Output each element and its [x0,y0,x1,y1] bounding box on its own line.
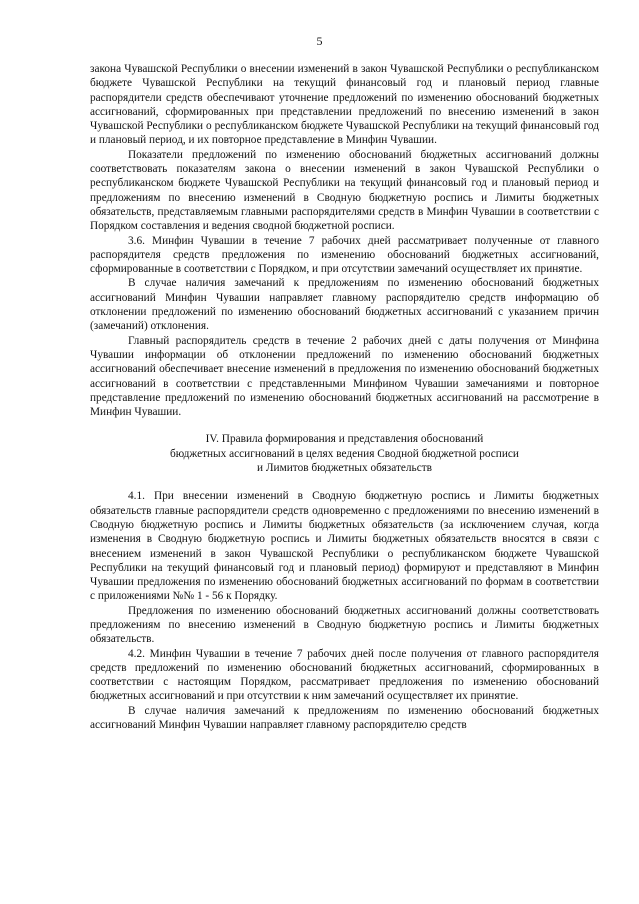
document-body [90,62,599,732]
section-heading [90,432,599,475]
paragraph: закона Чувашской Республики о внесении изменений в закон Чувашской Республики о республиканском бюджете Чувашской Республики на текущий финансовый год и плановый период главные распорядители средств обеспечивают уточнение предложений по изменению обоснований бюджетных ассигнований, сформированных при представлении предложений по внесению изменений в закон Чувашской Республики о республиканском бюджете Чувашской Республики на текущий финансовый год и плановый период, и их повторное представление в Минфин Чувашии. [90,63,599,147]
page-number: 5 [316,34,323,48]
paragraph: 4.2. Минфин Чувашии в течение 7 рабочих дней после получения от главного распорядителя средств предложений по изменению обоснований бюджетных ассигнований, сформированных в соответствии с настоящим Порядком, рассматривает предложения по изменению обоснований бюджетных ассигнований и при отсутствии к ним замечаний осуществляет их принятие. [90,647,599,703]
paragraph: Предложения по изменению обоснований бюджетных ассигнований должны соответствовать предложениям по внесению изменений в Сводную бюджетную роспись и Лимиты бюджетных обязательств. [90,604,599,646]
paragraph: В случае наличия замечаний к предложениям по изменению обоснований бюджетных ассигнований Минфин Чувашии направляет главному распорядителю средств [90,704,599,732]
paragraph: 4.1. При внесении изменений в Сводную бюджетную роспись и Лимиты бюджетных обязательств главные распорядители средств одновременно с предложениями по внесению изменений в Сводную бюджетную роспись и Лимиты бюджетных обязательств (за исключением случая, когда изменения в Сводную бюджетную роспись и Лимиты бюджетных обязательств вносятся в связи с внесением изменений в закон Чувашской Республики о республиканском бюджете Чувашской Республики на текущий финансовый год и плановый период) формируют и представляют в Минфин Чувашии предложения по изменению обоснований бюджетных ассигнований по формам в соответствии с приложениями №№ 1 - 56 к Порядку. [90,490,599,603]
section-heading-line: бюджетных ассигнований в целях ведения Сводной бюджетной росписи [170,447,519,460]
paragraph: В случае наличия замечаний к предложениям по изменению обоснований бюджетных ассигнований Минфин Чувашии направляет главному распорядителю средств информацию об отклонении предложений по изменению обоснований бюджетных ассигнований с указанием причин (замечаний) отклонения. [90,277,599,333]
paragraph: Главный распорядитель средств в течение 2 рабочих дней с даты получения от Минфина Чувашии информации об отклонении предложений по изменению обоснований бюджетных ассигнований обеспечивает внесение изменений в предложения по изменению обоснований бюджетных ассигнований в соответствии с представленными Минфином Чувашии замечаниями и повторное представление предложений по изменению обоснований бюджетных ассигнований на рассмотрение в Минфин Чувашии. [90,334,599,419]
paragraph: Показатели предложений по изменению обоснований бюджетных ассигнований должны соответствовать показателям закона о внесении изменений в закон Чувашской Республики о республиканском бюджете Чувашской Республики на текущий финансовый год и плановый период и предложениям по внесению изменений в Сводную бюджетную роспись и Лимиты бюджетных обязательств, представляемым главными распорядителями средств в Минфин Чувашии в соответствии с Порядком составления и ведения сводной бюджетной росписи. [90,148,599,233]
section-heading-line: и Лимитов бюджетных обязательств [257,462,432,475]
section-heading-line: IV. Правила формирования и представления обоснований [205,433,484,446]
paragraph: 3.6. Минфин Чувашии в течение 7 рабочих дней рассматривает полученные от главного распорядителя средств предложения по изменению обоснований бюджетных ассигнований, сформированные в соответствии с Порядком, и при отсутствии замечаний осуществляет их принятие. [90,234,599,276]
